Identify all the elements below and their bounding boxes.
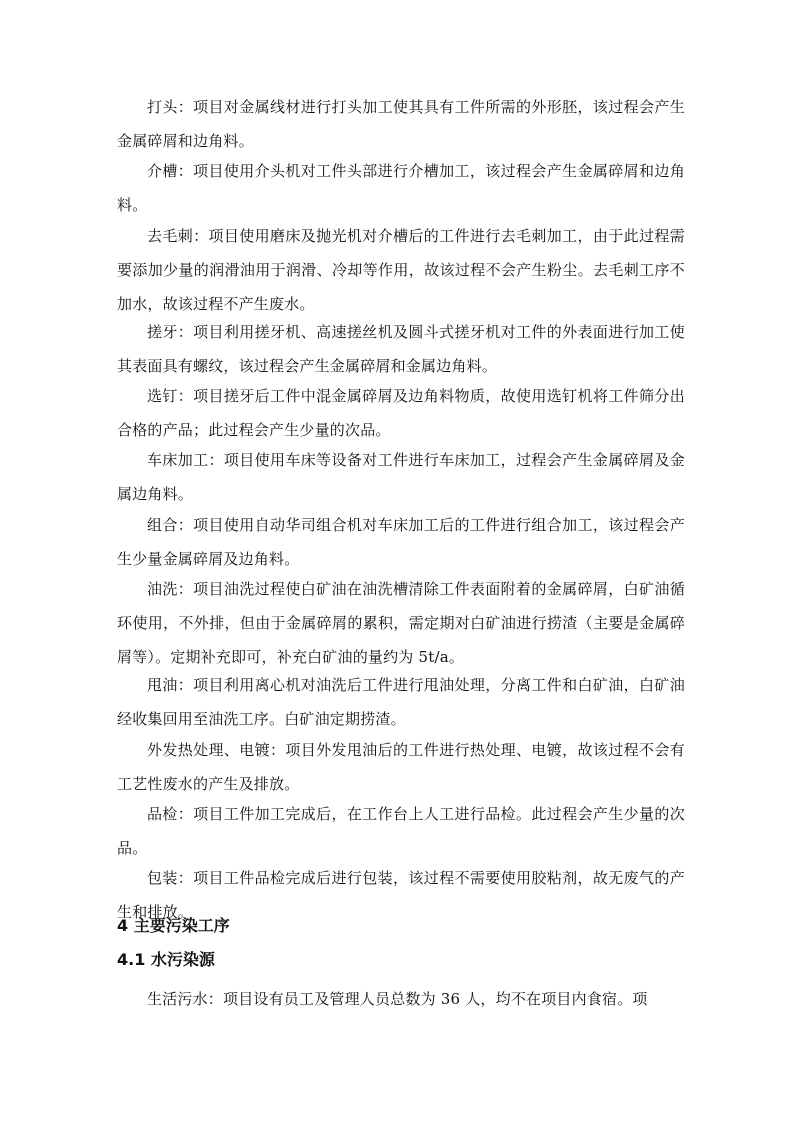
paragraph-waifa: 外发热处理、电镀：项目外发甩油后的工件进行热处理、电镀，故该过程不会有工艺性废水的产生及排放。	[117, 741, 685, 793]
paragraph-baozhuang: 包装：项目工件品检完成后进行包装，该过程不需要使用胶粘剂，故无废气的产生和排放。	[117, 869, 685, 921]
paragraph-datou: 打头：项目对金属线材进行打头加工使其具有工件所需的外形胚，该过程会产生金属碎屑和边角料。	[117, 98, 685, 150]
paragraph-zuhe: 组合：项目使用自动华司组合机对车床加工后的工件进行组合加工，该过程会产生少量金属碎屑及边角料。	[117, 516, 685, 568]
paragraph-cuoya: 搓牙：项目利用搓牙机、高速搓丝机及圆斗式搓牙机对工件的外表面进行加工使其表面具有螺纹，该过程会产生金属碎屑和金属边角料。	[117, 323, 685, 375]
paragraph-pinjian: 品检：项目工件加工完成后，在工作台上人工进行品检。此过程会产生少量的次品。	[117, 805, 685, 857]
paragraph-youxi: 油洗：项目油洗过程使白矿油在油洗槽清除工件表面附着的金属碎屑，白矿油循环使用，不外排，但由于金属碎屑的累积，需定期对白矿油进行捞渣（主要是金属碎屑等）。定期补充即可，补充白矿油的量约为 5t/a。	[117, 580, 685, 666]
paragraph-qumaoci: 去毛刺：项目使用磨床及抛光机对介槽后的工件进行去毛刺加工，由于此过程需要添加少量的润滑油用于润滑、冷却等作用，故该过程不会产生粉尘。去毛刺工序不加水，故该过程不产生废水。	[117, 227, 685, 313]
section-heading: 4 主要污染工序	[117, 916, 230, 935]
paragraph-shenghuowushui: 生活污水：项目设有员工及管理人员总数为 36 人，均不在项目内食宿。项	[147, 990, 648, 1008]
paragraph-shuaiyou: 甩油：项目利用离心机对油洗后工件进行甩油处理，分离工件和白矿油，白矿油经收集回用至油洗工序。白矿油定期捞渣。	[117, 676, 685, 728]
subsection-heading: 4.1 水污染源	[117, 950, 215, 969]
paragraph-chechuang: 车床加工：项目使用车床等设备对工件进行车床加工，过程会产生金属碎屑及金属边角料。	[117, 451, 685, 503]
paragraph-jiecao: 介槽：项目使用介头机对工件头部进行介槽加工，该过程会产生金属碎屑和边角料。	[117, 162, 685, 214]
paragraph-xuanding: 选钉：项目搓牙后工件中混金属碎屑及边角料物质，故使用选钉机将工件筛分出合格的产品；此过程会产生少量的次品。	[117, 387, 685, 439]
